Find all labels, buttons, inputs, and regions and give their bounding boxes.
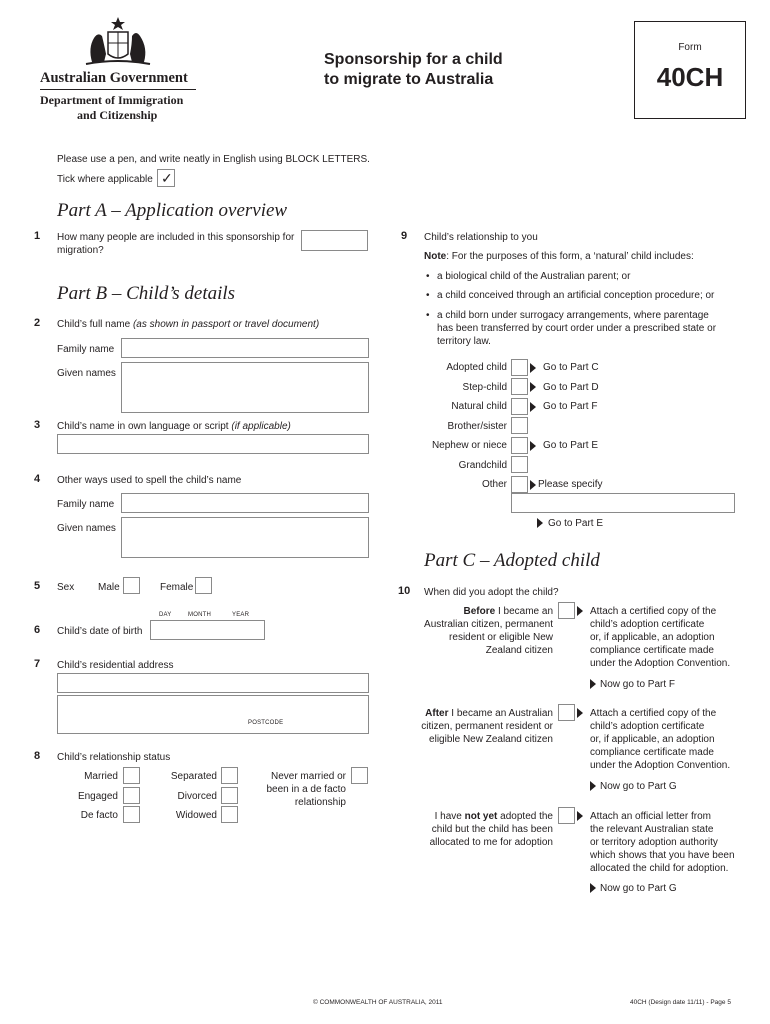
engaged-label: Engaged — [77, 791, 118, 802]
australian-government-label: Australian Government — [40, 70, 188, 86]
q1-label-line1: How many people are included in this sponsorship for — [57, 232, 295, 243]
address-line1-input[interactable] — [57, 673, 369, 693]
tick-example-box — [157, 169, 175, 187]
footer-copyright: © COMMONWEALTH OF AUSTRALIA, 2011 — [313, 999, 443, 1006]
q3-number: 3 — [34, 419, 41, 431]
female-label: Female — [160, 582, 194, 593]
adopt-after-attach — [590, 707, 730, 772]
dob-year-label: YEAR — [232, 612, 250, 618]
other-goto: Go to Part E — [548, 518, 604, 529]
attach3-line4: which shows that you have been — [590, 850, 735, 861]
natural-child-checkbox[interactable] — [511, 398, 528, 415]
nephew-goto: Go to Part E — [543, 440, 599, 451]
attach1-line1: Attach a certified copy of the — [590, 606, 717, 617]
attach1-line5: under the Adoption Convention. — [590, 658, 731, 669]
married-checkbox[interactable] — [123, 767, 140, 784]
q8-number: 8 — [34, 750, 41, 762]
q10-label: When did you adopt the child? — [424, 587, 559, 598]
adopt-not-yet-b: adopted the — [497, 811, 553, 822]
adopt-after-line1-text: I became an Australian — [448, 708, 553, 719]
q9-bullet1: a biological child of the Australian parent; or — [437, 271, 631, 282]
other-family-name-label: Family name — [57, 499, 115, 510]
divorced-label: Divorced — [177, 791, 217, 802]
defacto-label: De facto — [80, 810, 118, 821]
other-specify-label: Please specify — [538, 479, 603, 490]
attach3-line2: the relevant Australian state — [590, 824, 714, 835]
tick-instruction: Tick where applicable — [57, 174, 153, 185]
female-checkbox[interactable] — [195, 577, 212, 594]
goto-g1-arrow-icon — [590, 781, 596, 791]
form-title-line2: to migrate to Australia — [324, 71, 494, 88]
adopt-not-yet-arrow-icon — [577, 811, 583, 821]
adopted-goto: Go to Part C — [543, 362, 599, 373]
adopt-before-checkbox[interactable] — [558, 602, 575, 619]
attach1-line3: or, if applicable, an adoption — [590, 632, 715, 643]
footer-page-info: 40CH (Design date 11/11) - Page 5 — [630, 999, 731, 1006]
family-name-input[interactable] — [121, 338, 369, 358]
q9-bullet3-line2: has been transferred by court order under a prescribed state or — [437, 323, 717, 334]
part-c-heading: Part C – Adopted child — [424, 550, 600, 571]
header-divider — [40, 89, 196, 90]
own-language-name-input[interactable] — [57, 434, 369, 454]
adopt-after-line3: eligible New Zealand citizen — [429, 734, 553, 745]
step-child-label: Step-child — [462, 382, 507, 393]
step-child-checkbox[interactable] — [511, 378, 528, 395]
coat-of-arms-logo — [80, 14, 156, 70]
q1-people-count-input[interactable] — [301, 230, 368, 251]
address-line2-input[interactable] — [57, 695, 369, 734]
nephew-arrow-icon — [530, 441, 536, 451]
q9-bullet2-dot: • — [426, 290, 430, 301]
adopt-not-yet-label — [410, 810, 553, 849]
adopt-before-line1 — [410, 605, 553, 618]
adopted-child-checkbox[interactable] — [511, 359, 528, 376]
q6-number: 6 — [34, 624, 41, 636]
q2-number: 2 — [34, 317, 41, 329]
natural-arrow-icon — [530, 402, 536, 412]
part-a-heading: Part A – Application overview — [57, 200, 288, 221]
tick-mark-icon: ✓ — [161, 170, 173, 186]
step-arrow-icon — [530, 382, 536, 392]
q9-bullet3-dot: • — [426, 310, 430, 321]
adopt-before-line3: resident or eligible New — [449, 632, 553, 643]
q9-note-text: : For the purposes of this form, a ‘natural’ child includes: — [446, 251, 694, 262]
adopt-after-checkbox[interactable] — [558, 704, 575, 721]
male-checkbox[interactable] — [123, 577, 140, 594]
relationship-status-label: Child’s relationship status — [57, 752, 171, 763]
step-goto: Go to Part D — [543, 382, 599, 393]
adopt-before-line4: Zealand citizen — [485, 645, 553, 656]
other-given-names-input[interactable] — [121, 517, 369, 558]
other-checkbox[interactable] — [511, 476, 528, 493]
attach1-line4: compliance certificate made — [590, 645, 714, 656]
adopt-not-yet-bold: not yet — [464, 811, 498, 822]
divorced-checkbox[interactable] — [221, 787, 238, 804]
nephew-niece-checkbox[interactable] — [511, 437, 528, 454]
attach2-line1: Attach a certified copy of the — [590, 708, 717, 719]
q9-label: Child’s relationship to you — [424, 232, 538, 243]
other-label: Other — [481, 479, 507, 490]
attach2-line3: or, if applicable, an adoption — [590, 734, 715, 745]
attach2-line2: child’s adoption certificate — [590, 721, 705, 732]
given-names-label: Given names — [57, 368, 116, 379]
adopt-before-label — [410, 605, 553, 657]
attach2-line4: compliance certificate made — [590, 747, 714, 758]
q1-label-line2: migration? — [57, 245, 104, 256]
attach3-line3: or territory adoption authority — [590, 837, 718, 848]
adopt-not-yet-attach — [590, 810, 735, 875]
natural-goto: Go to Part F — [543, 401, 598, 412]
never-married-label-line2: been in a de facto — [266, 784, 346, 795]
sex-label: Sex — [57, 582, 75, 593]
department-label-line1: Department of Immigration — [40, 93, 184, 107]
attach2-line5: under the Adoption Convention. — [590, 760, 731, 771]
grandchild-label: Grandchild — [458, 460, 507, 471]
q9-bullet3-line3: territory law. — [437, 336, 491, 347]
form-label: Form — [678, 42, 702, 53]
goto-f-arrow-icon — [590, 679, 596, 689]
adopt-after-label — [410, 707, 553, 746]
adopt-before-line1-text: I became an — [495, 606, 553, 617]
part-b-heading: Part B – Child’s details — [57, 283, 236, 304]
other-specify-input[interactable] — [511, 493, 735, 513]
dob-day-label: DAY — [159, 612, 172, 618]
given-names-input[interactable] — [121, 362, 369, 413]
q3-label-text: Child’s name in own language or script — [57, 421, 229, 432]
adopt-after-arrow-icon — [577, 708, 583, 718]
q5-number: 5 — [34, 580, 41, 592]
dob-label: Child’s date of birth — [57, 626, 143, 637]
q4-number: 4 — [34, 473, 41, 485]
q9-bullet3-line1: a child born under surrogacy arrangements, where parentage — [437, 310, 709, 321]
married-label: Married — [84, 771, 118, 782]
adopted-child-label: Adopted child — [446, 362, 507, 373]
nephew-niece-label: Nephew or niece — [431, 440, 507, 451]
q2-label — [57, 318, 319, 331]
separated-label: Separated — [170, 771, 217, 782]
q9-number: 9 — [401, 230, 408, 242]
postcode-label: POSTCODE — [248, 720, 284, 726]
brother-sister-checkbox[interactable] — [511, 417, 528, 434]
engaged-checkbox[interactable] — [123, 787, 140, 804]
form-number-box — [634, 21, 746, 119]
attach3-line5: allocated the child for adoption. — [590, 863, 729, 874]
form-title-line1: Sponsorship for a child — [324, 51, 503, 68]
goto-g2-arrow-icon — [590, 883, 596, 893]
adopt-not-yet-checkbox[interactable] — [558, 807, 575, 824]
brother-sister-label: Brother/sister — [447, 421, 507, 432]
adopt-before-arrow-icon — [577, 606, 583, 616]
q9-bullet1-dot: • — [426, 271, 430, 282]
q3-label — [57, 420, 291, 433]
defacto-checkbox[interactable] — [123, 806, 140, 823]
never-married-checkbox[interactable] — [351, 767, 368, 784]
male-label: Male — [98, 582, 120, 593]
family-name-label: Family name — [57, 344, 115, 355]
goto-part-g-1: Now go to Part G — [600, 781, 677, 792]
adopt-not-yet-a: I have — [434, 811, 465, 822]
other-given-names-label: Given names — [57, 523, 116, 534]
widowed-checkbox[interactable] — [221, 806, 238, 823]
department-label-line2: and Citizenship — [77, 108, 158, 122]
goto-part-g-2: Now go to Part G — [600, 883, 677, 894]
adopt-after-line1 — [410, 707, 553, 720]
instruction-text: Please use a pen, and write neatly in English using BLOCK LETTERS. — [57, 154, 370, 165]
other-family-name-input[interactable] — [121, 493, 369, 513]
natural-child-label: Natural child — [451, 401, 507, 412]
dob-month-label: MONTH — [188, 612, 211, 618]
goto-e-arrow-icon — [537, 518, 543, 528]
q3-label-note: (if applicable) — [231, 421, 291, 432]
q10-number: 10 — [398, 585, 411, 597]
form-number: 40CH — [656, 62, 724, 92]
widowed-label: Widowed — [175, 810, 217, 821]
dob-input[interactable] — [150, 620, 265, 640]
attach1-line2: child’s adoption certificate — [590, 619, 705, 630]
q9-note-bold: Note — [424, 251, 447, 262]
q1-number: 1 — [34, 230, 41, 242]
adopt-before-attach — [590, 605, 730, 670]
q4-label: Other ways used to spell the child’s name — [57, 475, 242, 486]
adopt-before-bold: Before — [463, 606, 496, 617]
q7-number: 7 — [34, 658, 41, 670]
adopt-not-yet-line2: child but the child has been — [431, 824, 553, 835]
never-married-label-line3: relationship — [294, 797, 346, 808]
adopted-arrow-icon — [530, 363, 536, 373]
adopt-not-yet-line3: allocated to me for adoption — [429, 837, 553, 848]
q2-label-text: Child’s full name — [57, 319, 131, 330]
attach3-line1: Attach an official letter from — [590, 811, 711, 822]
adopt-after-line2: citizen, permanent resident or — [421, 721, 553, 732]
grandchild-checkbox[interactable] — [511, 456, 528, 473]
adopt-not-yet-line1 — [410, 810, 553, 823]
separated-checkbox[interactable] — [221, 767, 238, 784]
q2-label-note: (as shown in passport or travel document) — [132, 319, 320, 330]
q9-note — [424, 250, 694, 263]
adopt-after-bold: After — [425, 708, 449, 719]
other-arrow-icon — [530, 480, 536, 490]
goto-part-f: Now go to Part F — [600, 679, 676, 690]
address-label: Child’s residential address — [57, 660, 174, 671]
adopt-before-line2: Australian citizen, permanent — [424, 619, 553, 630]
q9-bullet2: a child conceived through an artificial conception procedure; or — [437, 290, 715, 301]
never-married-label-line1: Never married or — [270, 771, 346, 782]
